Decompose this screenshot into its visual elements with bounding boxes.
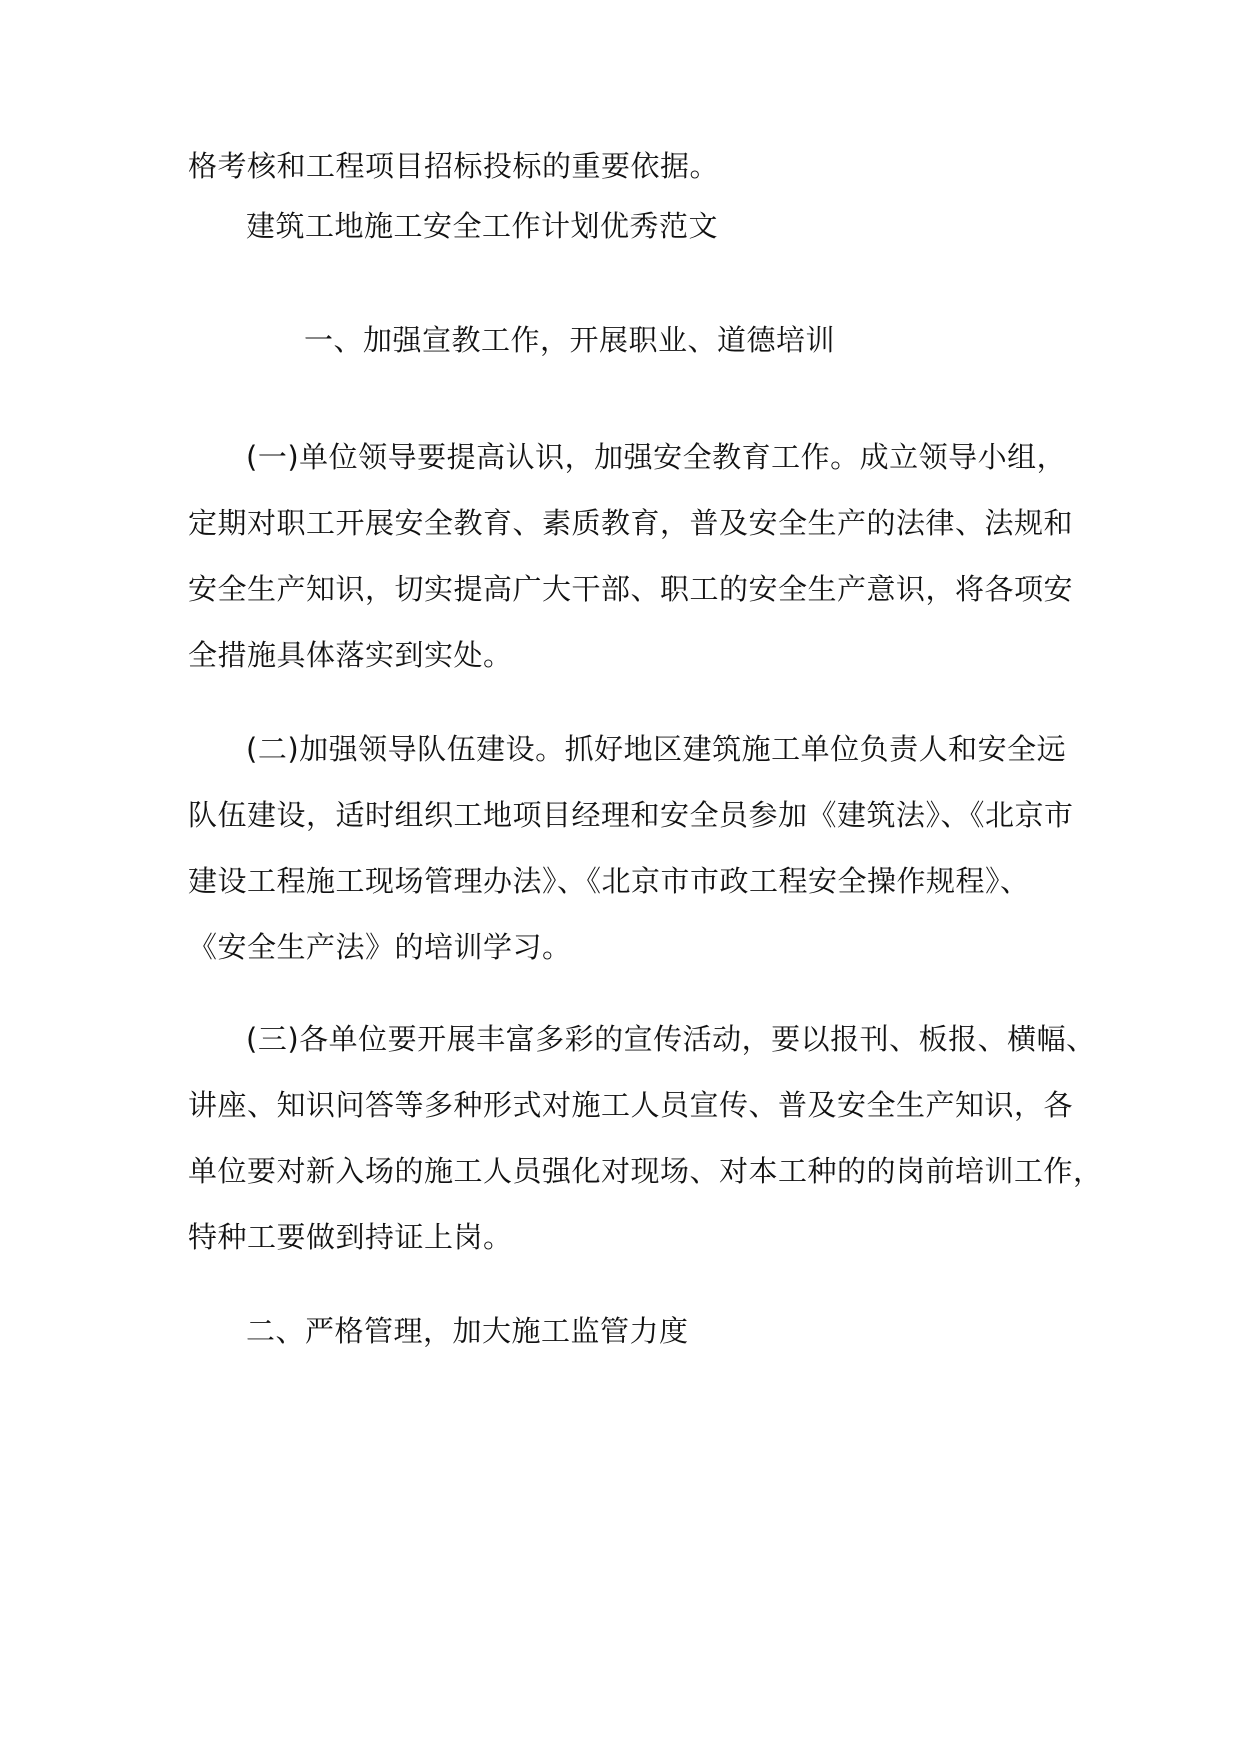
paragraph-line: 单位要对新入场的施工人员强化对现场、对本工种的的岗前培训工作， bbox=[188, 1154, 1103, 1188]
paragraph-1 bbox=[188, 424, 1088, 688]
document-title-block bbox=[188, 193, 1088, 259]
paragraph-line: (一)单位领导要提高认识，加强安全教育工作。成立领导小组， bbox=[246, 440, 1067, 474]
section1-heading-block bbox=[188, 307, 1088, 373]
lead-line: 格考核和工程项目招标投标的重要依据。 bbox=[188, 149, 720, 183]
section2-heading: 二、严格管理，加大施工监管力度 bbox=[246, 1314, 689, 1348]
paragraph-line: 队伍建设，适时组织工地项目经理和安全员参加《建筑法》、《北京市 bbox=[188, 798, 1074, 832]
paragraph-line: 特种工要做到持证上岗。 bbox=[188, 1220, 513, 1254]
section2-heading-block bbox=[188, 1298, 1088, 1364]
paragraph-line: (三)各单位要开展丰富多彩的宣传活动，要以报刊、板报、横幅、 bbox=[246, 1022, 1096, 1056]
paragraph-line: (二)加强领导队伍建设。抓好地区建筑施工单位负责人和安全远 bbox=[246, 732, 1067, 766]
paragraph-line: 安全生产知识，切实提高广大干部、职工的安全生产意识，将各项安 bbox=[188, 572, 1074, 606]
paragraph-line: 定期对职工开展安全教育、素质教育，普及安全生产的法律、法规和 bbox=[188, 506, 1074, 540]
paragraph-3 bbox=[188, 1006, 1103, 1270]
document-title: 建筑工地施工安全工作计划优秀范文 bbox=[246, 209, 719, 243]
paragraph-line: 《安全生产法》的培训学习。 bbox=[188, 930, 572, 964]
paragraph-line: 全措施具体落实到实处。 bbox=[188, 638, 513, 672]
paragraph-line: 建设工程施工现场管理办法》、《北京市市政工程安全操作规程》、 bbox=[188, 864, 1030, 898]
section1-heading: 一、加强宣教工作，开展职业、道德培训 bbox=[304, 323, 836, 357]
lead-text bbox=[188, 133, 1088, 199]
paragraph-2 bbox=[188, 716, 1088, 980]
paragraph-line: 讲座、知识问答等多种形式对施工人员宣传、普及安全生产知识，各 bbox=[188, 1088, 1074, 1122]
